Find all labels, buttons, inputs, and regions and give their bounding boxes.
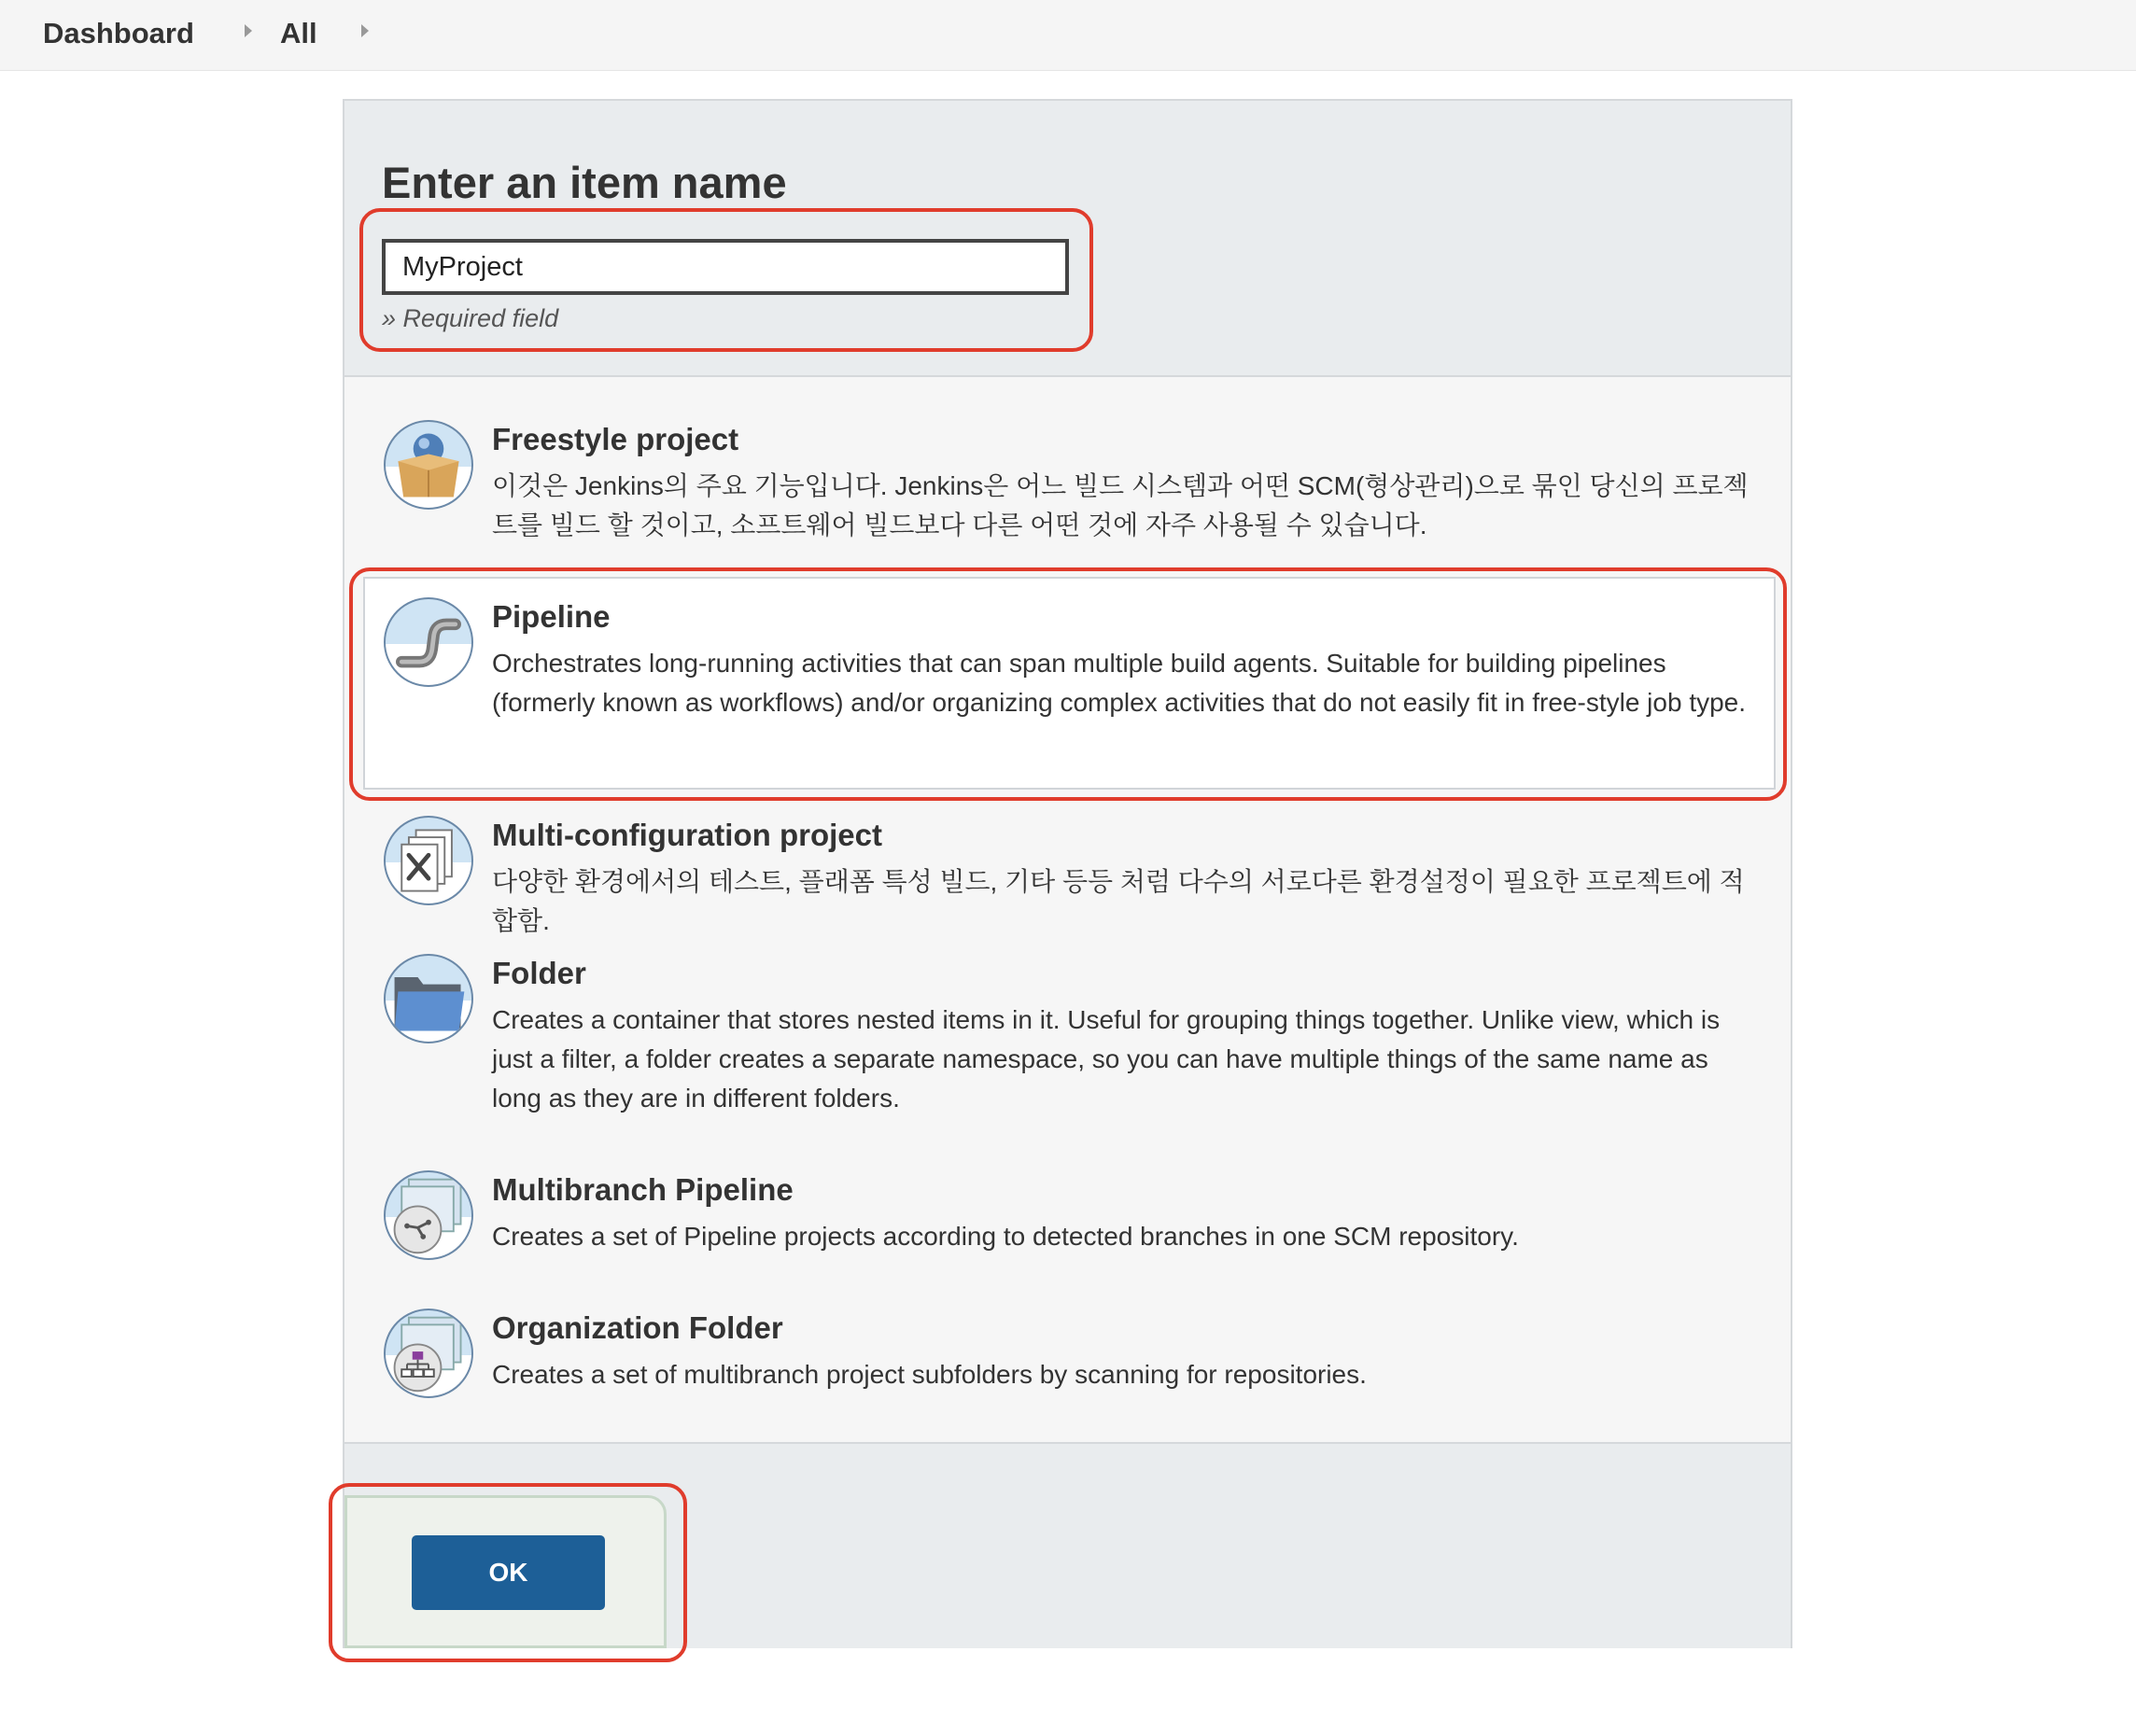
organization-folder-icon <box>384 1309 473 1398</box>
item-type-title: Freestyle project <box>492 422 739 456</box>
breadcrumb-all-link[interactable]: All <box>280 17 317 49</box>
item-type-title: Multibranch Pipeline <box>492 1172 794 1207</box>
item-type-title: Organization Folder <box>492 1310 783 1345</box>
freestyle-box-icon <box>384 420 473 510</box>
item-type-description: Creates a container that stores nested items in it. Useful for grouping things together. Unlike view, which is just a filter, a folder creates a separate namespace, so you can have multiple things of the same name as long as they are in different folders. <box>492 1005 1721 1113</box>
item-type-description: Creates a set of multibranch project subfolders by scanning for repositories. <box>492 1360 1367 1389</box>
item-type-description: 이것은 Jenkins의 주요 기능입니다. Jenkins은 어느 빌드 시스템과 어떤 SCM(형상관리)으로 묶인 당신의 프로젝트를 빌드 할 것이고, 소프트웨어 빌드보다 다른 어떤 것에 자주 사용될 수 있습니다. <box>492 471 1749 539</box>
breadcrumb-chevron-icon[interactable] <box>361 24 369 37</box>
new-item-panel <box>343 99 1792 1648</box>
folder-icon <box>384 954 473 1043</box>
ok-button[interactable]: OK <box>412 1535 605 1610</box>
item-type-description: 다양한 환경에서의 테스트, 플래폼 특성 빌드, 기타 등등 처럼 다수의 서로다른 환경설정이 필요한 프로젝트에 적합함. <box>492 867 1745 935</box>
item-type-description: Orchestrates long-running activities that can span multiple build agents. Suitable for building pipelines (formerly known as workflows) and/or organizing complex activities that do not easily fit in free-style job type. <box>492 649 1747 717</box>
item-type-title: Folder <box>492 956 586 990</box>
multi-configuration-icon <box>384 816 473 905</box>
item-type-title: Multi-configuration project <box>492 818 882 852</box>
item-type-title: Pipeline <box>492 599 611 634</box>
pipeline-icon <box>384 597 473 687</box>
required-field-hint: » Required field <box>382 304 559 332</box>
page-title: Enter an item name <box>382 158 787 207</box>
form-footer <box>344 1442 1791 1648</box>
item-name-input[interactable] <box>382 239 1069 295</box>
breadcrumb-dashboard-link[interactable]: Dashboard <box>43 17 194 49</box>
item-name-section <box>344 101 1791 377</box>
ok-button-container <box>344 1495 667 1648</box>
multibranch-pipeline-icon <box>384 1170 473 1260</box>
item-type-description: Creates a set of Pipeline projects according to detected branches in one SCM repository. <box>492 1222 1519 1251</box>
breadcrumb-chevron-icon[interactable] <box>245 24 252 37</box>
breadcrumb <box>0 0 2136 71</box>
